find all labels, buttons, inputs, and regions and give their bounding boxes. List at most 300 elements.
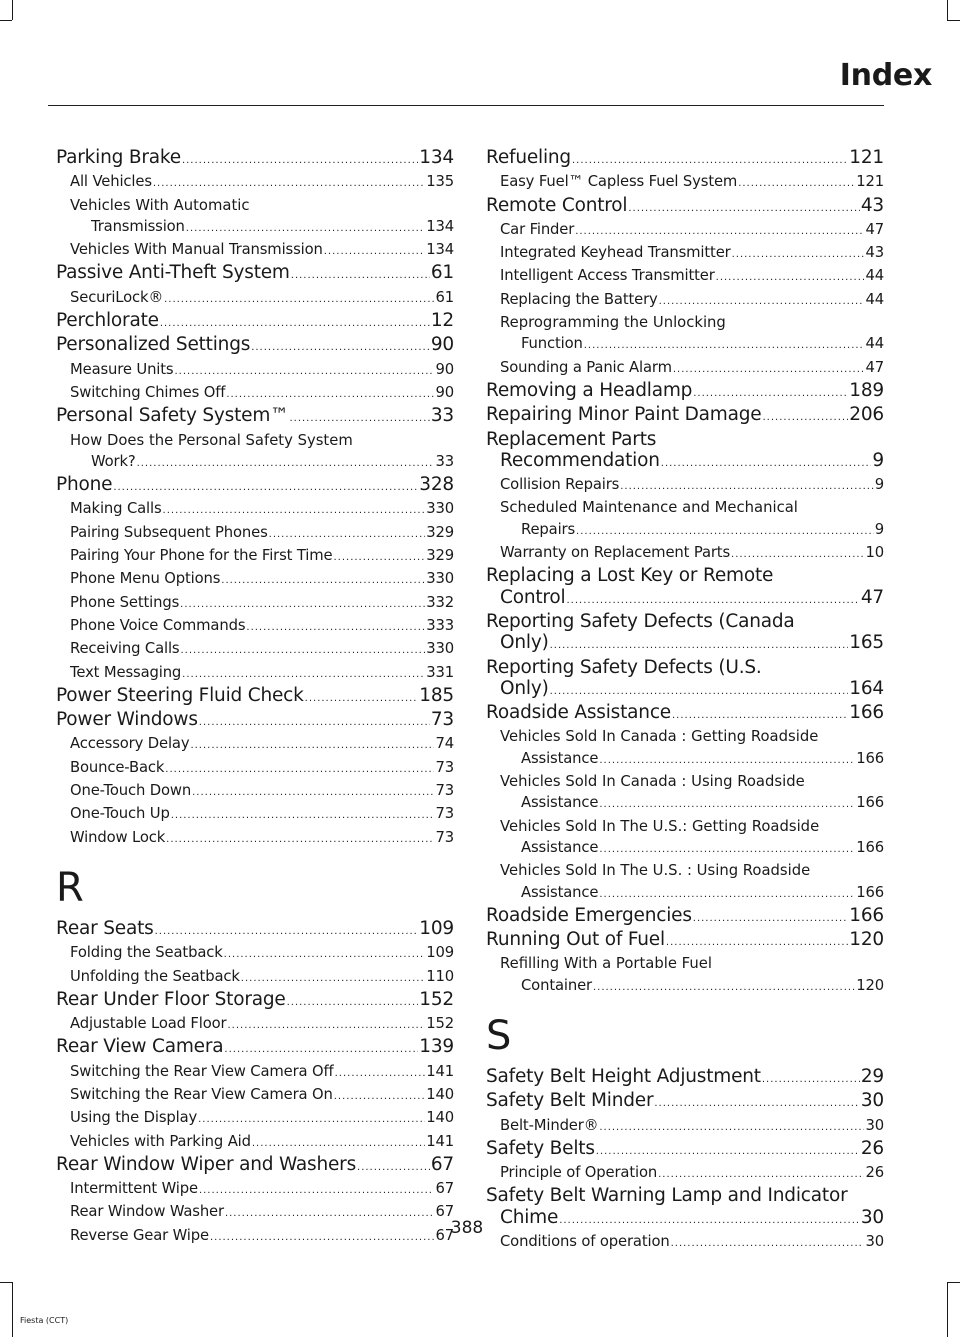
index-subentry[interactable] <box>56 568 454 591</box>
page-ref: 26 <box>860 1137 884 1159</box>
index-subentry[interactable] <box>486 289 884 312</box>
title-divider <box>48 105 884 106</box>
index-entry[interactable] <box>486 678 884 702</box>
dot-leader <box>738 173 855 194</box>
index-entry[interactable] <box>486 195 884 219</box>
section-letter: R <box>56 864 84 911</box>
dot-leader <box>599 884 855 905</box>
page-ref: 67 <box>430 1153 454 1175</box>
page-ref: 67 <box>435 1226 454 1244</box>
entry-text: Window Lock <box>70 828 166 846</box>
dot-leader <box>289 408 429 429</box>
dot-leader <box>566 590 859 611</box>
index-subentry[interactable] <box>56 662 454 685</box>
index-entry[interactable] <box>56 989 454 1013</box>
crop-mark-bottom-right-h <box>947 1282 960 1283</box>
index-subentry[interactable] <box>56 966 454 989</box>
entry-text: Transmission <box>91 217 185 235</box>
index-entry[interactable] <box>56 474 454 498</box>
index-entry[interactable] <box>486 450 884 474</box>
page-ref: 33 <box>430 405 454 427</box>
index-column-left <box>56 147 454 1248</box>
index-subentry[interactable] <box>56 1084 454 1107</box>
entry-text: Only) <box>500 632 549 654</box>
index-subentry[interactable] <box>56 359 454 382</box>
crop-mark-top-right-h <box>947 20 960 21</box>
crop-mark-bottom-left <box>12 1282 13 1337</box>
index-subentry[interactable] <box>486 333 884 356</box>
dot-leader <box>181 640 426 661</box>
page-ref: 10 <box>865 544 884 562</box>
entry-text: Making Calls <box>70 500 162 518</box>
entry-text: Control <box>500 586 566 608</box>
index-subentry[interactable] <box>486 837 884 860</box>
page-ref: 61 <box>435 288 454 306</box>
page-ref: 110 <box>426 967 454 985</box>
index-subentry[interactable] <box>486 219 884 242</box>
index-subentry[interactable] <box>486 171 884 194</box>
index-subentry[interactable] <box>56 638 454 661</box>
index-entry[interactable] <box>56 1036 454 1060</box>
index-entry-line: Reporting Safety Defects (Canada <box>486 610 795 632</box>
entry-text: Rear Under Floor Storage <box>56 988 286 1010</box>
page-ref: 166 <box>856 749 884 767</box>
entry-text: Rear View Camera <box>56 1036 224 1058</box>
index-subentry[interactable] <box>486 1162 884 1185</box>
index-entry[interactable] <box>486 404 884 428</box>
index-entry[interactable] <box>56 310 454 334</box>
entry-text: Rear Window Washer <box>70 1203 224 1221</box>
page-ref: 47 <box>865 358 884 376</box>
index-entry-line: Replacement Parts <box>486 428 657 450</box>
dot-leader <box>550 635 849 656</box>
dot-leader <box>153 173 425 194</box>
entry-text: Roadside Assistance <box>486 702 671 724</box>
page-ref: 61 <box>430 262 454 284</box>
dot-leader <box>658 1164 864 1185</box>
dot-leader <box>334 1086 425 1107</box>
page-ref: 152 <box>419 988 454 1010</box>
dot-leader <box>155 921 419 942</box>
index-subentry[interactable] <box>56 522 454 545</box>
entry-text: Intelligent Access Transmitter <box>500 267 715 285</box>
index-subentry[interactable] <box>56 287 454 310</box>
entry-text: Bounce-Back <box>70 758 165 776</box>
crop-mark-top-left <box>12 0 13 20</box>
dot-leader <box>165 759 434 780</box>
entry-text: Warranty on Replacement Parts <box>500 544 731 562</box>
dot-leader <box>333 547 425 568</box>
page-ref: 43 <box>860 194 884 216</box>
page-ref: 9 <box>874 476 884 494</box>
entry-text: Phone Settings <box>70 593 180 611</box>
dot-leader <box>762 1069 860 1090</box>
dot-leader <box>599 1117 864 1138</box>
section-letter: S <box>486 1012 512 1059</box>
entry-text: Perchlorate <box>56 310 159 332</box>
index-entry[interactable] <box>486 1090 884 1114</box>
page-ref: 121 <box>849 147 884 168</box>
page-ref: 73 <box>435 782 454 800</box>
index-subentry[interactable] <box>56 1178 454 1201</box>
index-subentry[interactable] <box>486 474 884 497</box>
entry-text: Text Messaging <box>70 663 182 681</box>
index-subentry[interactable] <box>56 498 454 521</box>
page-ref: 164 <box>849 677 884 699</box>
dot-leader <box>174 361 434 382</box>
dot-leader <box>654 1093 859 1114</box>
dot-leader <box>576 521 874 542</box>
page-ref: 90 <box>430 334 454 356</box>
index-subentry[interactable] <box>56 592 454 615</box>
entry-text: Conditions of operation <box>500 1233 670 1251</box>
page-number: 388 <box>450 1218 484 1238</box>
index-entry[interactable] <box>56 918 454 942</box>
index-subentry[interactable] <box>486 792 884 815</box>
index-subentry[interactable] <box>56 757 454 780</box>
entry-text: Pairing Your Phone for the First Time <box>70 547 333 565</box>
entry-text: Rear Window Wiper and Washers <box>56 1153 357 1175</box>
dot-leader <box>599 794 855 815</box>
page-ref: 330 <box>426 640 454 658</box>
page-ref: 30 <box>865 1233 884 1251</box>
page-ref: 134 <box>426 217 454 235</box>
entry-text: Belt-Minder® <box>500 1116 599 1134</box>
page-ref: 329 <box>426 547 454 565</box>
index-entry[interactable] <box>56 685 454 709</box>
index-entry[interactable] <box>486 147 884 171</box>
page-ref: 26 <box>865 1164 884 1182</box>
dot-leader <box>599 839 855 860</box>
dot-leader <box>550 681 849 702</box>
entry-text: Power Windows <box>56 709 198 731</box>
entry-text: Adjustable Load Floor <box>70 1015 227 1033</box>
entry-text: Phone Voice Commands <box>70 616 246 634</box>
entry-text: Removing a Headlamp <box>486 379 693 401</box>
page-ref: 166 <box>856 838 884 856</box>
page-ref: 166 <box>849 702 884 724</box>
page-ref: 185 <box>419 684 454 706</box>
page-ref: 73 <box>435 828 454 846</box>
index-entry[interactable] <box>486 632 884 656</box>
dot-leader <box>357 1157 430 1178</box>
dot-leader <box>584 335 865 356</box>
index-subentry[interactable] <box>56 382 454 405</box>
index-entry[interactable] <box>56 262 454 286</box>
dot-leader <box>199 712 430 733</box>
dot-leader <box>599 750 855 771</box>
dot-leader <box>693 908 849 929</box>
index-entry[interactable] <box>486 702 884 726</box>
dot-leader <box>186 218 425 239</box>
entry-text: Phone Menu Options <box>70 570 221 588</box>
index-subentry[interactable] <box>486 519 884 542</box>
index-subentry[interactable] <box>56 171 454 194</box>
dot-leader <box>198 1109 425 1130</box>
entry-text: Safety Belts <box>486 1137 595 1159</box>
index-subentry[interactable] <box>56 1061 454 1084</box>
entry-text: Measure Units <box>70 360 174 378</box>
dot-leader <box>137 453 435 474</box>
dot-leader <box>166 829 434 850</box>
index-entry-line: Safety Belt Warning Lamp and Indicator <box>486 1185 848 1207</box>
page-ref: 73 <box>435 758 454 776</box>
index-subentry-line: Vehicles With Automatic <box>70 196 250 214</box>
entry-text: Container <box>521 976 592 994</box>
dot-leader <box>251 337 430 358</box>
page-ref: 166 <box>849 904 884 926</box>
crop-mark-top-left-h <box>0 20 12 21</box>
page-ref: 73 <box>435 805 454 823</box>
entry-text: Intermittent Wipe <box>70 1180 198 1198</box>
page-ref: 166 <box>856 883 884 901</box>
dot-leader <box>228 1015 426 1036</box>
page-ref: 47 <box>860 586 884 608</box>
page-ref: 141 <box>426 1062 454 1080</box>
entry-text: Work? <box>91 452 136 470</box>
page-ref: 120 <box>849 929 884 951</box>
entry-text: Phone <box>56 474 113 496</box>
entry-text: Replacing the Battery <box>500 290 658 308</box>
index-subentry[interactable] <box>56 1131 454 1154</box>
page-ref: 29 <box>860 1065 884 1087</box>
entry-text: Accessory Delay <box>70 735 190 753</box>
index-subentry[interactable] <box>56 942 454 965</box>
entry-text: Rear Seats <box>56 917 154 939</box>
entry-text: Running Out of Fuel <box>486 929 665 951</box>
index-subentry[interactable] <box>56 803 454 826</box>
page-ref: 9 <box>874 520 884 538</box>
index-entry[interactable] <box>56 1154 454 1178</box>
index-subentry[interactable] <box>56 615 454 638</box>
entry-text: Assistance <box>521 838 599 856</box>
page-ref: 331 <box>426 663 454 681</box>
dot-leader <box>163 500 426 521</box>
page-ref: 329 <box>426 523 454 541</box>
page-ref: 120 <box>856 976 884 994</box>
dot-leader <box>241 968 425 989</box>
page-ref: 333 <box>426 616 454 634</box>
index-entry[interactable] <box>56 405 454 429</box>
index-subentry[interactable] <box>56 545 454 568</box>
entry-text: Personalized Settings <box>56 334 251 356</box>
dot-leader <box>673 359 865 380</box>
dot-leader <box>224 944 426 965</box>
dot-leader <box>661 453 872 474</box>
entry-text: Unfolding the Seatback <box>70 967 240 985</box>
dot-leader <box>672 705 848 726</box>
index-entry-line: Replacing a Lost Key or Remote <box>486 565 774 587</box>
entry-text: One-Touch Up <box>70 805 170 823</box>
page-ref: 44 <box>865 335 884 353</box>
entry-text: Safety Belt Minder <box>486 1090 654 1112</box>
page-ref: 135 <box>426 173 454 191</box>
entry-text: Power Steering Fluid Check <box>56 684 304 706</box>
page-ref: 332 <box>426 593 454 611</box>
entry-text: SecuriLock® <box>70 288 164 306</box>
page-ref: 140 <box>426 1085 454 1103</box>
crop-mark-top-right <box>947 0 948 20</box>
dot-leader <box>182 150 418 171</box>
index-subentry[interactable] <box>56 239 454 262</box>
entry-text: Integrated Keyhead Transmitter <box>500 244 731 262</box>
page-ref: 166 <box>856 794 884 812</box>
page-ref: 44 <box>865 290 884 308</box>
page-ref: 74 <box>435 735 454 753</box>
index-subentry[interactable] <box>56 780 454 803</box>
index-entry[interactable] <box>486 905 884 929</box>
dot-leader <box>226 384 434 405</box>
page-ref: 12 <box>430 310 454 332</box>
dot-leader <box>593 977 855 998</box>
dot-leader <box>716 267 865 288</box>
index-subentry-line: Scheduled Maintenance and Mechanical <box>500 499 798 517</box>
dot-leader <box>732 244 865 265</box>
entry-text: Using the Display <box>70 1109 198 1127</box>
dot-leader <box>572 150 848 171</box>
page-ref: 109 <box>419 917 454 939</box>
dot-leader <box>305 688 419 709</box>
page-ref: 206 <box>849 404 884 426</box>
page-ref: 90 <box>435 360 454 378</box>
page-ref: 9 <box>872 449 884 471</box>
index-subentry[interactable] <box>486 882 884 905</box>
dot-leader <box>180 594 425 615</box>
entry-text: Pairing Subsequent Phones <box>70 523 268 541</box>
dot-leader <box>628 198 860 219</box>
index-subentry[interactable] <box>56 733 454 756</box>
dot-leader <box>224 1039 418 1060</box>
index-column-right <box>486 147 884 1254</box>
index-subentry[interactable] <box>56 216 454 239</box>
page-ref: 141 <box>426 1132 454 1150</box>
index-subentry-line: Vehicles Sold In The U.S. : Using Roadside <box>500 862 811 880</box>
page-ref: 139 <box>419 1036 454 1058</box>
index-entry[interactable] <box>56 709 454 733</box>
page-ref: 140 <box>426 1109 454 1127</box>
footer-model: Fiesta (CCT) <box>20 1316 69 1325</box>
dot-leader <box>246 617 425 638</box>
page-ref: 67 <box>435 1203 454 1221</box>
index-entry[interactable] <box>486 929 884 953</box>
page-ref: 67 <box>435 1180 454 1198</box>
index-subentry[interactable] <box>56 1013 454 1036</box>
entry-text: Switching the Rear View Camera Off <box>70 1062 334 1080</box>
entry-text: Chime <box>500 1206 559 1228</box>
page-ref: 47 <box>865 220 884 238</box>
dot-leader <box>693 383 848 404</box>
page-title: Index <box>839 58 932 93</box>
index-entry[interactable] <box>486 587 884 611</box>
dot-leader <box>190 735 434 756</box>
entry-text: Switching the Rear View Camera On <box>70 1085 333 1103</box>
page-ref: 189 <box>849 379 884 401</box>
entry-text: Assistance <box>521 883 599 901</box>
dot-leader <box>221 570 425 591</box>
index-subentry-line: Vehicles Sold In The U.S.: Getting Roadside <box>500 817 820 835</box>
entry-text: Passive Anti-Theft System <box>56 262 290 284</box>
index-subentry-line: Reprogramming the Unlocking <box>500 314 726 332</box>
entry-text: Refueling <box>486 147 571 168</box>
index-subentry[interactable] <box>486 748 884 771</box>
index-subentry[interactable] <box>486 975 884 998</box>
dot-leader <box>287 992 419 1013</box>
entry-text: Roadside Emergencies <box>486 904 692 926</box>
dot-leader <box>762 407 848 428</box>
dot-leader <box>659 291 865 312</box>
page-ref: 43 <box>865 244 884 262</box>
entry-text: Only) <box>500 677 549 699</box>
entry-text: Function <box>521 335 583 353</box>
entry-text: Car Finder <box>500 220 575 238</box>
entry-text: Switching Chimes Off <box>70 383 226 401</box>
entry-text: Vehicles with Parking Aid <box>70 1132 251 1150</box>
dot-leader <box>160 313 430 334</box>
index-subentry-line: Vehicles Sold In Canada : Getting Roadside <box>500 728 819 746</box>
index-subentry[interactable] <box>486 542 884 565</box>
page-ref: 109 <box>426 944 454 962</box>
index-subentry[interactable] <box>486 242 884 265</box>
index-entry[interactable] <box>56 147 454 171</box>
dot-leader <box>575 221 864 242</box>
index-entry[interactable] <box>486 1138 884 1162</box>
page-ref: 330 <box>426 500 454 518</box>
page-ref: 30 <box>860 1090 884 1112</box>
dot-leader <box>252 1133 425 1154</box>
index-subentry[interactable] <box>486 357 884 380</box>
dot-leader <box>291 265 430 286</box>
dot-leader <box>171 805 435 826</box>
dot-leader <box>335 1063 426 1084</box>
page-ref: 44 <box>865 267 884 285</box>
entry-text: Safety Belt Height Adjustment <box>486 1065 761 1087</box>
dot-leader <box>164 289 434 310</box>
page-ref: 134 <box>426 241 454 259</box>
entry-text: Collision Repairs <box>500 476 620 494</box>
entry-text: One-Touch Down <box>70 782 192 800</box>
page-ref: 152 <box>426 1015 454 1033</box>
index-subentry-line: Refilling With a Portable Fuel <box>500 955 712 973</box>
entry-text: Easy Fuel™ Capless Fuel System <box>500 173 738 191</box>
dot-leader <box>666 932 848 953</box>
dot-leader <box>199 1180 435 1201</box>
entry-text: Repairs <box>521 520 576 538</box>
index-subentry[interactable] <box>56 451 454 474</box>
index-subentry[interactable] <box>486 265 884 288</box>
page-ref: 30 <box>865 1116 884 1134</box>
dot-leader <box>269 524 426 545</box>
index-entry[interactable] <box>56 334 454 358</box>
entry-text: Principle of Operation <box>500 1164 658 1182</box>
index-entry[interactable] <box>486 1066 884 1090</box>
index-subentry-line: How Does the Personal Safety System <box>70 431 353 449</box>
index-subentry[interactable] <box>56 1107 454 1130</box>
dot-leader <box>620 476 874 497</box>
dot-leader <box>731 544 864 565</box>
dot-leader <box>192 782 434 803</box>
index-subentry[interactable] <box>56 827 454 850</box>
entry-text: Reverse Gear Wipe <box>70 1226 209 1244</box>
dot-leader <box>324 241 425 262</box>
crop-mark-bottom-right <box>947 1282 948 1337</box>
page-ref: 134 <box>419 147 454 168</box>
index-entry[interactable] <box>486 380 884 404</box>
entry-text: Folding the Seatback <box>70 944 223 962</box>
index-subentry[interactable] <box>486 1115 884 1138</box>
page-ref: 121 <box>856 173 884 191</box>
page-ref: 328 <box>419 474 454 496</box>
entry-text: Remote Control <box>486 194 628 216</box>
